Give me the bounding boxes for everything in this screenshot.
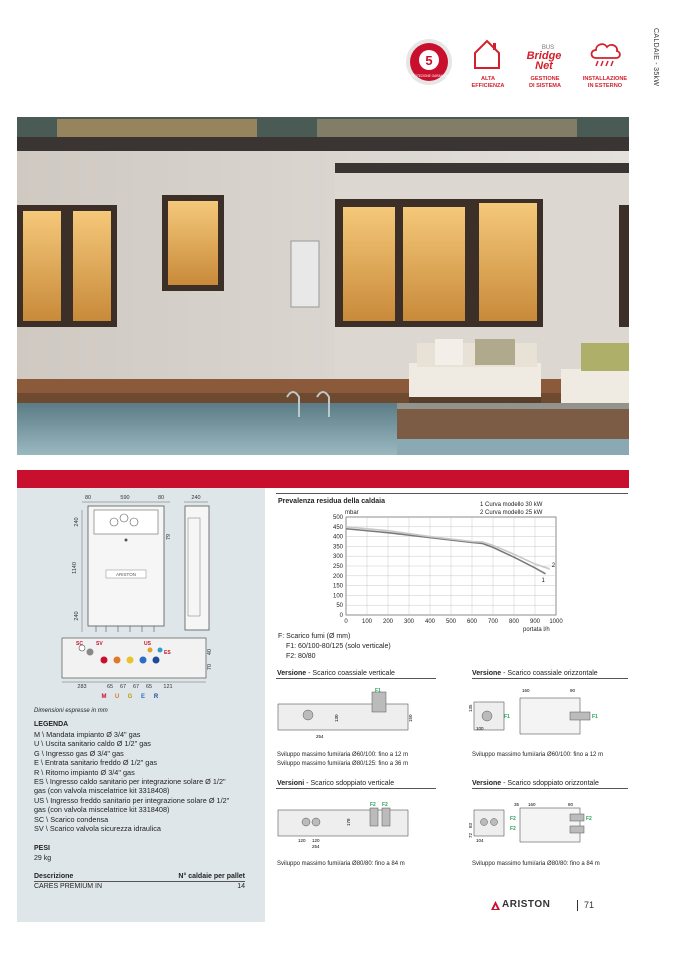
svg-text:Net: Net xyxy=(535,60,553,72)
side-category-tab xyxy=(647,28,661,118)
svg-text:240: 240 xyxy=(74,611,80,621)
svg-text:F2: F2 xyxy=(382,802,388,808)
svg-text:65: 65 xyxy=(145,684,153,690)
svg-text:BUS: BUS xyxy=(541,45,555,51)
svg-text:178: 178 xyxy=(346,818,351,826)
version-split-horizontal-text: Sviluppo massimo fumi/aria Ø80/80: fino a 84 m xyxy=(472,861,600,867)
svg-text:283: 283 xyxy=(77,684,87,690)
page-number: 71 xyxy=(584,900,595,910)
warranty-ring-text: PROTEZIONE GARANZIA xyxy=(410,74,448,78)
version-coax-horizontal-text: Sviluppo massimo fumi/aria Ø60/100: fino a 12 m xyxy=(472,752,604,758)
chart-ytick-label: 350 xyxy=(332,544,343,551)
svg-text:G: G xyxy=(127,694,133,700)
svg-text:E: E xyxy=(140,694,146,700)
legend-item: G \ Ingresso gas Ø 3/4" gas xyxy=(34,748,124,758)
svg-text:120: 120 xyxy=(312,838,320,843)
house-pool-photo xyxy=(17,117,629,455)
chart-ytick-label: 0 xyxy=(339,613,343,619)
chart-ytick-label: 500 xyxy=(332,515,343,521)
chart-xtick-label: 700 xyxy=(487,619,499,625)
flue-f1: F1: 60/100-80/125 (solo verticale) xyxy=(286,643,391,650)
svg-text:590: 590 xyxy=(120,495,130,501)
chart-xtick-label: 400 xyxy=(424,619,436,625)
svg-text:240: 240 xyxy=(74,517,80,527)
weights-title: PESI xyxy=(34,845,50,852)
svg-text:121: 121 xyxy=(163,684,173,690)
split-horizontal-diagram xyxy=(470,794,630,850)
legend-item: gas (con valvola miscelatrice kit 3318408) xyxy=(34,805,170,815)
svg-text:130: 130 xyxy=(334,714,339,722)
svg-text:US: US xyxy=(144,641,151,647)
coax-horizontal-diagram xyxy=(470,684,630,744)
svg-text:U: U xyxy=(114,694,120,700)
svg-text:67: 67 xyxy=(119,684,127,690)
version-split-horizontal-title: Versione - Scarico sdoppiato orizzontale xyxy=(472,780,599,787)
legend-item: E \ Entrata sanitario freddo Ø 1/2" gas xyxy=(34,758,158,768)
chart-ytick-label: 100 xyxy=(332,593,343,600)
svg-text:F1: F1 xyxy=(504,714,510,720)
chart-series-label-1: 1 xyxy=(541,577,545,584)
svg-text:67: 67 xyxy=(132,684,140,690)
legend-item: SV \ Scarico valvola sicurezza idraulica xyxy=(34,824,161,833)
chart-ytick-label: 250 xyxy=(332,564,343,570)
chart-xtick-label: 900 xyxy=(529,619,541,625)
svg-text:160: 160 xyxy=(522,688,530,693)
dimensions-note: Dimensioni espresse in mm xyxy=(34,708,108,714)
table-header-description: Descrizione xyxy=(34,873,74,880)
chart-ytick-label: 150 xyxy=(332,583,343,590)
chart-ytick-label: 50 xyxy=(336,603,343,610)
chart-xtick-label: 100 xyxy=(361,619,373,625)
svg-text:90: 90 xyxy=(570,688,576,693)
svg-text:40: 40 xyxy=(207,648,213,656)
chart-xtick-label: 800 xyxy=(508,619,520,625)
svg-text:ES: ES xyxy=(164,650,171,656)
svg-text:254: 254 xyxy=(312,844,320,849)
svg-text:35: 35 xyxy=(514,802,520,807)
side-category-label: CALDAIE - 35kW xyxy=(652,28,659,87)
flue-f2: F2: 80/80 xyxy=(286,653,316,660)
svg-text:135: 135 xyxy=(468,704,473,712)
chart-ylabel: mbar xyxy=(345,510,359,516)
svg-text:254: 254 xyxy=(316,734,324,739)
chart-ytick-label: 450 xyxy=(332,524,343,531)
svg-text:104: 104 xyxy=(476,838,484,843)
chart-series-label-2: 2 xyxy=(551,562,556,569)
svg-text:80: 80 xyxy=(157,495,165,501)
chart-ytick-label: 400 xyxy=(332,534,343,541)
flue-intro: F: Scarico fumi (Ø mm) xyxy=(278,633,351,640)
chart-xtick-label: 200 xyxy=(382,619,394,625)
table-header-pallet: N° caldaie per pallet xyxy=(178,873,245,880)
legend-item: ES \ Ingresso caldo sanitario per integrazione solare Ø 1/2" xyxy=(34,777,226,786)
svg-text:150: 150 xyxy=(408,714,413,722)
svg-text:65: 65 xyxy=(106,684,114,690)
legend-item: US \ Ingresso freddo sanitario per integrazione solare Ø 1/2" xyxy=(34,795,230,805)
version-split-vertical-text: Sviluppo massimo fumi/aria Ø80/80: fino a 84 m xyxy=(277,861,405,867)
chart-ytick-label: 300 xyxy=(332,554,343,561)
legend-item: gas (con valvola miscelatrice kit 3318408) xyxy=(34,786,170,796)
chart-xtick-label: 500 xyxy=(445,619,457,625)
split-vertical-diagram xyxy=(276,794,436,850)
legend-item: M \ Mandata impianto Ø 3/4" gas xyxy=(34,730,141,739)
svg-text:80: 80 xyxy=(568,802,574,807)
svg-text:SV: SV xyxy=(96,641,103,647)
chart-legend-2: 2 Curva modello 25 kW xyxy=(480,510,543,516)
svg-text:240: 240 xyxy=(191,495,201,501)
svg-text:F2: F2 xyxy=(510,826,516,832)
version-coax-vertical-text-2: Sviluppo massimo fumi/aria Ø80/125: fino a 36 m xyxy=(277,761,409,767)
legend-item: SC \ Scarico condensa xyxy=(34,814,109,824)
badge-label-system: GESTIONE DI SISTEMA xyxy=(528,76,561,89)
chart-xtick-label: 600 xyxy=(466,619,478,625)
ariston-logo-icon xyxy=(490,898,501,909)
section-divider-bar xyxy=(17,470,629,488)
legend-item: U \ Uscita sanitario caldo Ø 1/2" gas xyxy=(34,739,151,749)
svg-text:70: 70 xyxy=(207,663,213,671)
svg-text:M: M xyxy=(101,694,107,700)
bridgenet-icon xyxy=(522,40,570,74)
svg-text:Bridge: Bridge xyxy=(526,50,562,62)
svg-text:1140: 1140 xyxy=(72,562,78,574)
version-split-vertical-title: Versioni - Scarico sdoppiato verticale xyxy=(277,780,395,787)
legend-item: R \ Ritorno impianto Ø 3/4" gas xyxy=(34,767,135,777)
svg-text:79: 79 xyxy=(166,533,172,540)
version-coax-horizontal-title: Versione - Scarico coassiale orizzontale xyxy=(472,670,598,677)
svg-text:F2: F2 xyxy=(586,816,592,822)
svg-text:F2: F2 xyxy=(370,802,376,808)
chart-legend-1: 1 Curva modello 30 kW xyxy=(480,502,543,508)
boiler-brand-label: ARISTON xyxy=(116,572,136,577)
svg-text:F1: F1 xyxy=(375,688,381,694)
badge-label-efficiency: ALTA EFFICIENZA xyxy=(471,76,505,89)
svg-text:SC: SC xyxy=(76,641,83,647)
footer-divider xyxy=(577,900,578,911)
chart-xtick-label: 0 xyxy=(344,619,348,625)
warranty-badge xyxy=(405,38,453,86)
svg-text:120: 120 xyxy=(298,838,306,843)
svg-text:72: 72 xyxy=(468,832,473,838)
boiler-dimension-drawing xyxy=(20,492,265,702)
svg-text:F1: F1 xyxy=(592,714,598,720)
chart-top-rule xyxy=(276,493,628,494)
svg-text:100: 100 xyxy=(476,726,484,731)
version-coax-vertical-title: Versione - Scarico coassiale verticale xyxy=(277,670,395,677)
svg-text:160: 160 xyxy=(528,802,536,807)
version-coax-vertical-text-1: Sviluppo massimo fumi/aria Ø60/100: fino a 12 m xyxy=(277,752,409,758)
chart-xlabel: portata l/h xyxy=(523,627,550,633)
head-pressure-chart xyxy=(276,512,566,630)
svg-text:83: 83 xyxy=(468,822,473,828)
chart-xtick-label: 1000 xyxy=(549,619,563,625)
cloud-rain-icon xyxy=(588,40,622,70)
coax-vertical-diagram xyxy=(276,684,436,744)
chart-xtick-label: 300 xyxy=(403,619,415,625)
chart-title: Prevalenza residua della caldaia xyxy=(278,498,386,505)
house-icon xyxy=(471,37,503,71)
table-row-model: CARES PREMIUM IN xyxy=(34,883,103,890)
weights-value: 29 kg xyxy=(34,855,52,862)
warranty-number: 5 xyxy=(425,53,433,68)
svg-text:R: R xyxy=(153,694,159,700)
svg-text:F2: F2 xyxy=(510,816,516,822)
legend-title: LEGENDA xyxy=(34,721,69,728)
table-row-pallet-count: 14 xyxy=(237,883,245,890)
chart-ytick-label: 200 xyxy=(332,573,343,580)
footer-brand: ARISTON xyxy=(502,899,551,910)
badge-label-outdoor: INSTALLAZIONE IN ESTERNO xyxy=(582,76,628,89)
svg-text:80: 80 xyxy=(84,495,92,501)
